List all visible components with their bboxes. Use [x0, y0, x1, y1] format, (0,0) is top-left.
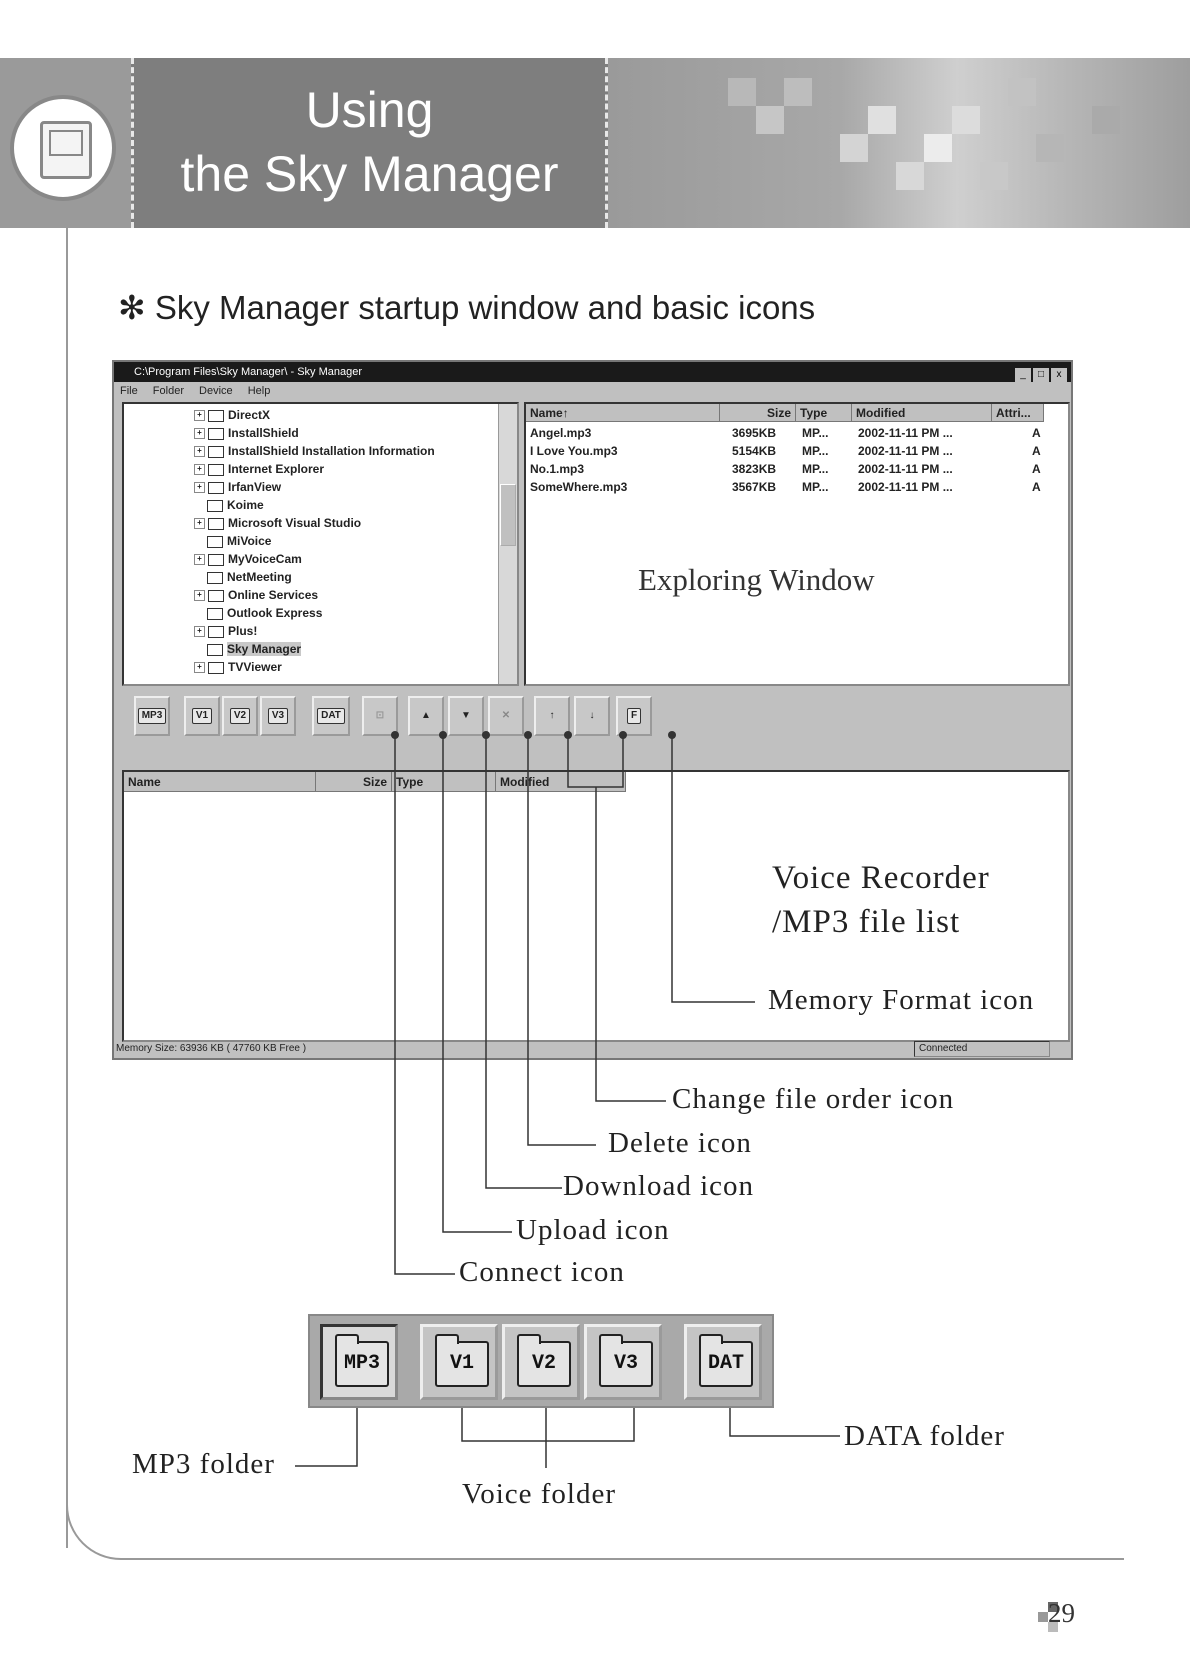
upload-callout: Upload icon	[516, 1214, 670, 1246]
dat-folder-large-button[interactable]: DAT	[684, 1324, 762, 1400]
download-icon[interactable]: ▼	[448, 696, 484, 736]
v2-folder-button[interactable]: V2	[222, 696, 258, 736]
file-row[interactable]: I Love You.mp3 5154KB MP... 2002-11-11 PM ... A	[530, 444, 1041, 458]
connect-callout: Connect icon	[459, 1256, 625, 1288]
menu-folder[interactable]: Folder	[152, 385, 184, 397]
file-row[interactable]: SomeWhere.mp3 3567KB MP... 2002-11-11 PM ... A	[530, 480, 1041, 494]
page-title-line2: the Sky Manager	[180, 146, 559, 202]
connect-icon[interactable]: ⊡	[362, 696, 398, 736]
lower-col-size[interactable]: Size	[316, 772, 392, 792]
v1-folder-large-button[interactable]: V1	[420, 1324, 498, 1400]
v3-folder-large-button[interactable]: V3	[584, 1324, 662, 1400]
delete-icon[interactable]: ✕	[488, 696, 524, 736]
move-up-icon[interactable]: ↑	[534, 696, 570, 736]
dat-folder-button[interactable]: DAT	[312, 696, 350, 736]
folder-strip	[308, 1314, 774, 1408]
change-order-callout: Change file order icon	[672, 1083, 955, 1115]
format-leader	[672, 735, 755, 1002]
minimize-button[interactable]: _	[1015, 368, 1031, 382]
memory-format-callout: Memory Format icon	[768, 984, 1035, 1016]
tree-item[interactable]: MiVoice	[207, 532, 271, 550]
delete-callout: Delete icon	[608, 1127, 752, 1159]
connect-leader	[395, 735, 455, 1274]
menu-help[interactable]: Help	[247, 385, 271, 397]
file-row[interactable]: Angel.mp3 3695KB MP... 2002-11-11 PM ... A	[530, 426, 1041, 440]
tree-item[interactable]: + InstallShield Installation Information	[194, 442, 435, 460]
v2-folder-large-button[interactable]: V2	[502, 1324, 580, 1400]
tree-item[interactable]: + Online Services	[194, 586, 318, 604]
mp3-folder-large-button[interactable]: MP3	[320, 1324, 398, 1400]
menu-file[interactable]: File	[120, 385, 138, 397]
mp3-folder-button[interactable]: MP3	[134, 696, 170, 736]
v3-folder-button[interactable]: V3	[260, 696, 296, 736]
memory-status: Memory Size: 63936 KB ( 47760 KB Free )	[116, 1043, 307, 1054]
close-button[interactable]: x	[1051, 368, 1067, 382]
col-size[interactable]: Size	[720, 404, 796, 422]
tree-item[interactable]: + InstallShield	[194, 424, 299, 442]
lower-col-name[interactable]: Name	[124, 772, 316, 792]
tree-item-selected[interactable]: Sky Manager	[207, 640, 301, 658]
mp3-leader	[295, 1400, 357, 1466]
lower-col-type[interactable]: Type	[392, 772, 496, 792]
col-modified[interactable]: Modified	[852, 404, 992, 422]
voice-list-label-line1: Voice Recorder	[772, 860, 990, 896]
upload-icon[interactable]: ▲	[408, 696, 444, 736]
download-callout: Download icon	[563, 1170, 754, 1202]
tree-item[interactable]: + IrfanView	[194, 478, 281, 496]
tree-item[interactable]: + DirectX	[194, 406, 270, 424]
memory-format-icon[interactable]: F	[616, 696, 652, 736]
connection-status: Connected	[914, 1041, 1050, 1057]
tree-item[interactable]: Outlook Express	[207, 604, 322, 622]
tree-item[interactable]: Koime	[207, 496, 264, 514]
menu-device[interactable]: Device	[199, 385, 233, 397]
download-leader	[486, 735, 562, 1188]
tree-item[interactable]: + Internet Explorer	[194, 460, 324, 478]
col-type[interactable]: Type	[796, 404, 852, 422]
tree-item[interactable]: + Plus!	[194, 622, 257, 640]
page-number: 29	[1048, 1598, 1075, 1628]
upload-leader	[443, 735, 512, 1232]
col-attr[interactable]: Attri...	[992, 404, 1044, 422]
lower-col-modified[interactable]: Modified	[496, 772, 626, 792]
order-leader	[596, 787, 666, 1101]
tree-item[interactable]: + Microsoft Visual Studio	[194, 514, 361, 532]
tree-item[interactable]: + MyVoiceCam	[194, 550, 302, 568]
move-down-icon[interactable]: ↓	[574, 696, 610, 736]
exploring-window-label: Exploring Window	[638, 562, 875, 597]
page-title-line1: Using	[305, 82, 434, 138]
v1-folder-button[interactable]: V1	[184, 696, 220, 736]
col-name[interactable]: Name↑	[526, 404, 720, 422]
voice-leader	[462, 1400, 634, 1468]
file-row[interactable]: No.1.mp3 3823KB MP... 2002-11-11 PM ... A	[530, 462, 1041, 476]
tree-item[interactable]: + TVViewer	[194, 658, 282, 676]
tree-item[interactable]: NetMeeting	[207, 568, 292, 586]
section-heading: ✻ Sky Manager startup window and basic icons	[118, 289, 816, 326]
mp3-folder-callout: MP3 folder	[132, 1448, 275, 1480]
data-folder-callout: DATA folder	[844, 1420, 1005, 1452]
maximize-button[interactable]: □	[1033, 368, 1049, 382]
order-bracket	[568, 735, 623, 787]
delete-leader	[528, 735, 596, 1145]
voice-folder-callout: Voice folder	[462, 1478, 616, 1510]
window-title: C:\Program Files\Sky Manager\ - Sky Manager	[134, 366, 363, 378]
voice-list-label-line2: /MP3 file list	[772, 904, 961, 940]
